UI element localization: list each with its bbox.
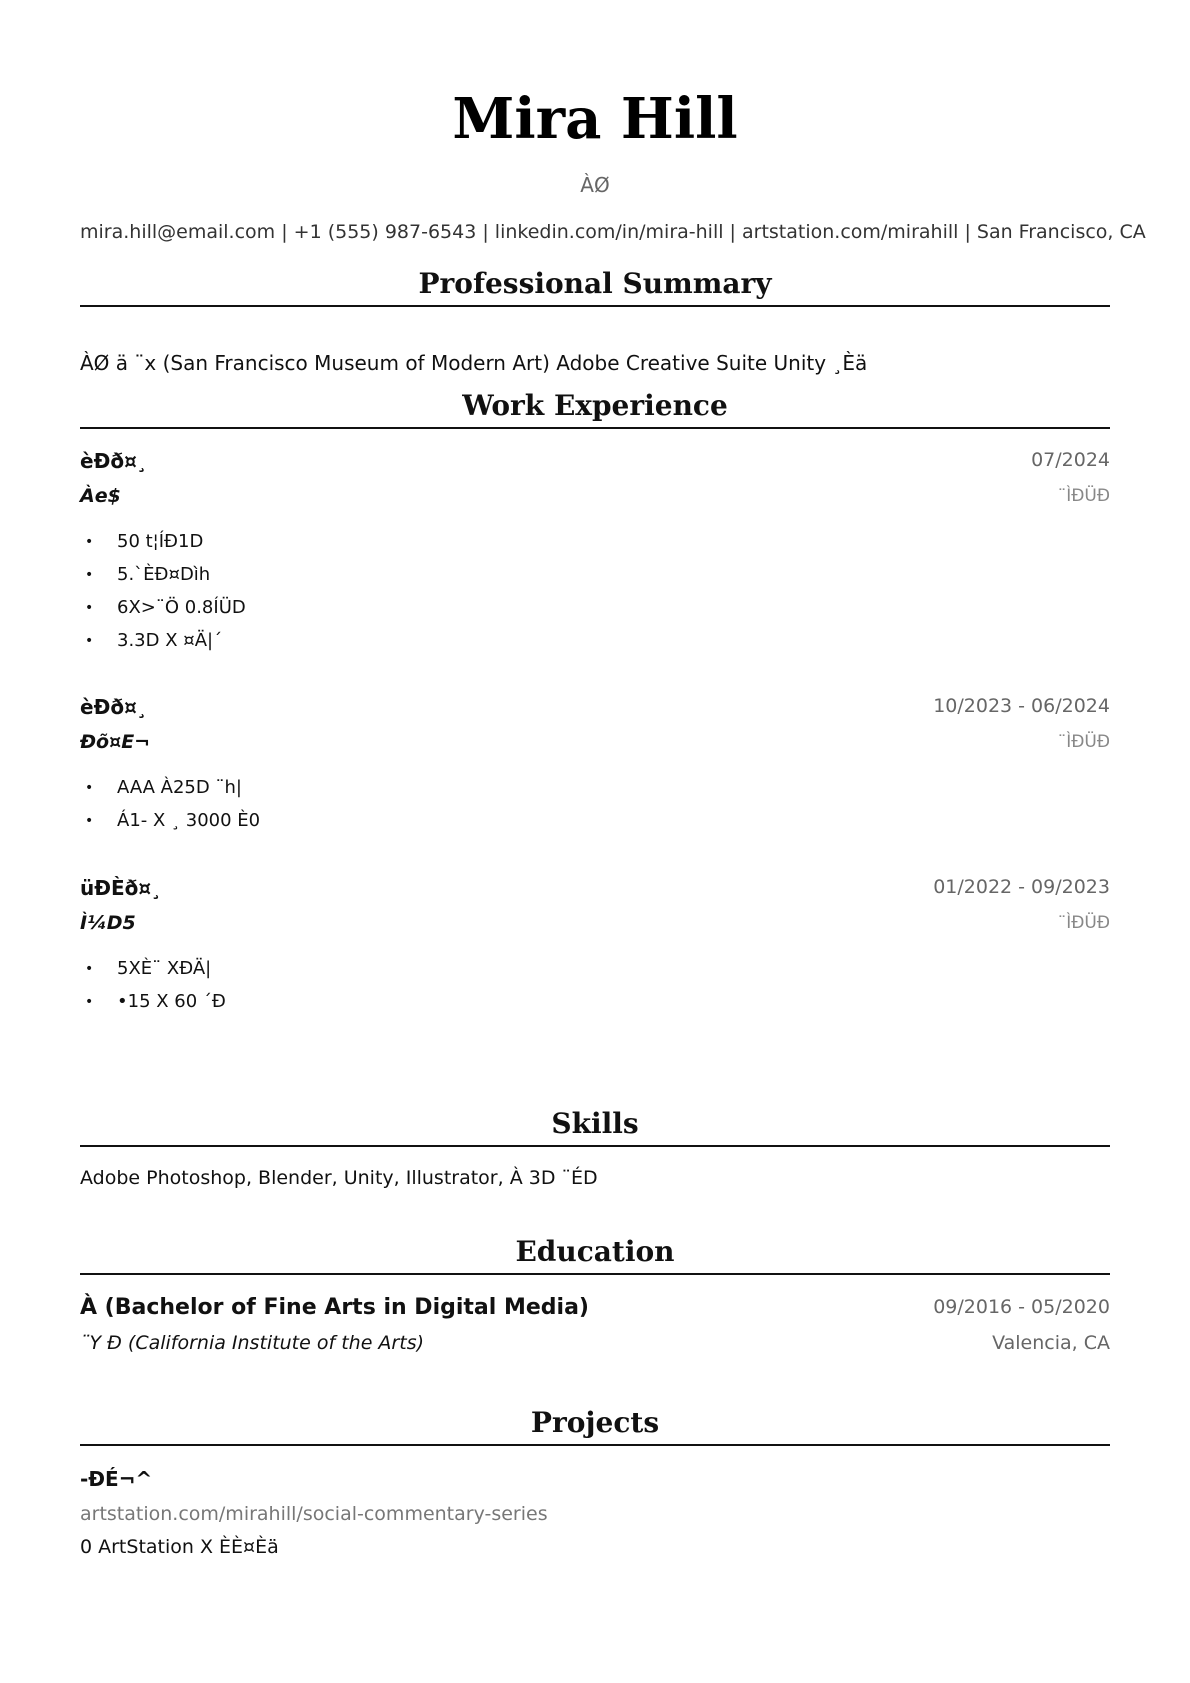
job-location: ¨ÌÐÜÐ	[1057, 486, 1110, 506]
job-location: ¨ÌÐÜÐ	[1057, 913, 1110, 933]
candidate-name: Mira Hill	[452, 86, 738, 152]
education-location: Valencia, CA	[992, 1332, 1110, 1354]
job-bullet: • 3.3D X ¤Ä|´	[80, 627, 246, 660]
job-location: ¨ÌÐÜÐ	[1057, 732, 1110, 752]
job-company: Àe$	[80, 485, 121, 507]
job-bullet: • •15 X 60 ´Ð	[80, 988, 226, 1021]
job-date: 10/2023 - 06/2024	[933, 695, 1110, 717]
job-company: Ðõ¤E¬	[80, 731, 151, 753]
job-bullets	[80, 528, 246, 660]
section-title-projects: Projects	[530, 1406, 660, 1439]
section-title-education: Education	[515, 1235, 675, 1268]
job-title: èÐð¤¸	[80, 449, 147, 473]
job-bullet: • Á1- X ¸ 3000 È0	[80, 807, 260, 840]
job-bullet: • 6X>¨Ö 0.8ÍÜD	[80, 594, 246, 627]
project-title: -ÐÉ¬^	[80, 1467, 153, 1491]
education-degree: À (Bachelor of Fine Arts in Digital Media)	[80, 1295, 589, 1320]
job-date: 01/2022 - 09/2023	[933, 876, 1110, 898]
section-title-experience: Work Experience	[462, 389, 728, 422]
contact-line: mira.hill@email.com | +1 (555) 987-6543 | linkedin.com/in/mira-hill | artstation.com/mirahill | San Francisco, CA	[80, 221, 1146, 243]
job-title: èÐð¤¸	[80, 695, 147, 719]
section-title-summary: Professional Summary	[418, 267, 772, 300]
job-company: Ì¼D5	[80, 912, 136, 934]
resume-page	[80, 0, 1146, 1683]
job-bullet: • 50 t¦ÍÐ1D	[80, 528, 246, 561]
skills-list: Adobe Photoshop, Blender, Unity, Illustrator, À 3D ¨ÉD	[80, 1167, 598, 1189]
summary-text: ÀØ ä ¨x (San Francisco Museum of Modern Art) Adobe Creative Suite Unity ¸Èä	[80, 351, 868, 375]
section-title-skills: Skills	[551, 1107, 639, 1140]
job-bullet: • AAA À25D ¨h|	[80, 774, 260, 807]
job-bullets	[80, 774, 260, 840]
headline: ÀØ	[580, 173, 610, 197]
job-bullet: • 5.`ÈÐ¤Dìh	[80, 561, 246, 594]
section-divider	[80, 1444, 1110, 1446]
job-title: üÐÈð¤¸	[80, 876, 162, 900]
section-divider	[80, 427, 1110, 429]
education-school: ¨Y Ð (California Institute of the Arts)	[80, 1332, 425, 1354]
section-divider	[80, 1145, 1110, 1147]
project-description: 0 ArtStation X ÈÈ¤Èä	[80, 1536, 279, 1558]
job-date: 07/2024	[1031, 449, 1110, 471]
section-divider	[80, 305, 1110, 307]
job-bullets	[80, 955, 226, 1021]
project-link[interactable]: artstation.com/mirahill/social-commentary-series	[80, 1503, 548, 1525]
job-bullet: • 5XÈ¨ XÐÄ|	[80, 955, 226, 988]
education-date: 09/2016 - 05/2020	[933, 1296, 1110, 1318]
section-divider	[80, 1273, 1110, 1275]
